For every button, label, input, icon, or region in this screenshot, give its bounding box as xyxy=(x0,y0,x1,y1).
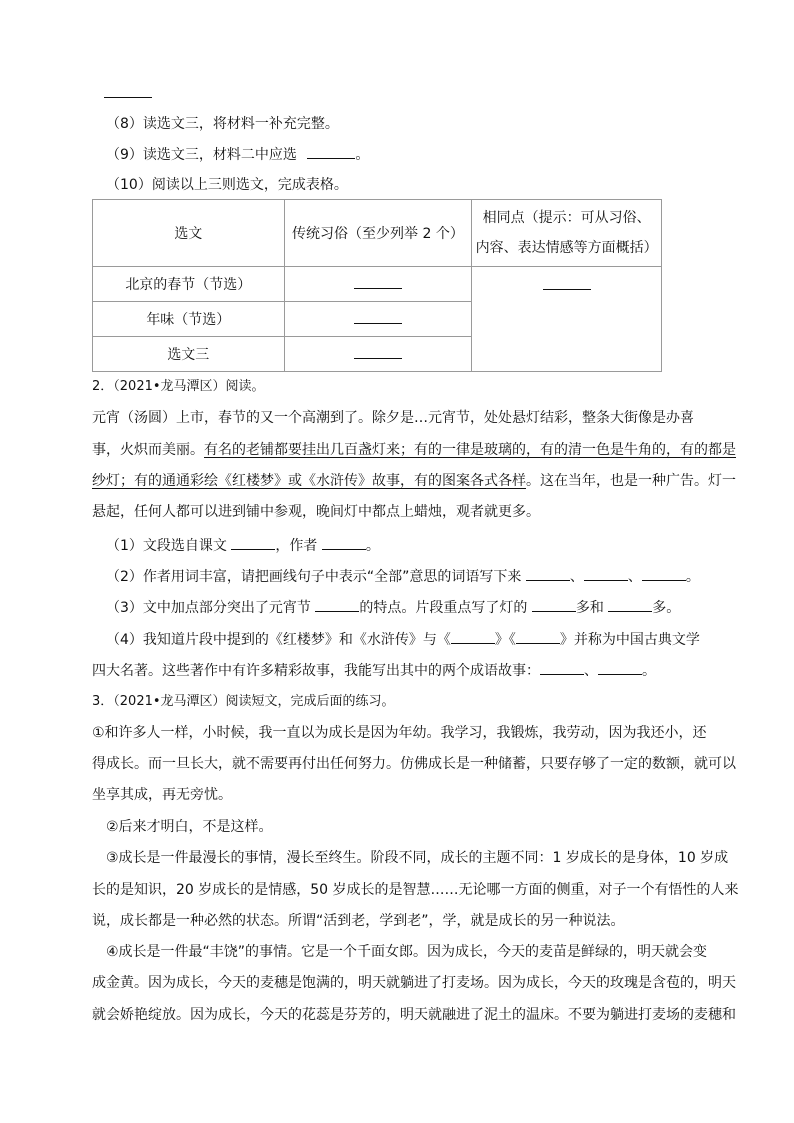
answer-blank[interactable] xyxy=(354,276,402,289)
question-text: 的特点。片段重点写了灯的 xyxy=(359,600,528,616)
answer-blank[interactable] xyxy=(516,629,560,644)
section-2-question-4-continued xyxy=(92,660,656,681)
question-10: （10）阅读以上三则选文，完成表格。 xyxy=(106,177,348,193)
answer-blank[interactable] xyxy=(584,566,628,581)
answer-blank[interactable] xyxy=(642,566,686,581)
section-3-paragraph: ③成长是一件最漫长的事情，漫长至终生。阶段不同，成长的主题不同：1 岁成长的是身体，10 岁成 xyxy=(106,850,729,866)
question-text: 四大名著。这些著作中有许多精彩故事，我能写出其中的两个成语故事： xyxy=(92,663,540,679)
section-2-paragraph: 元宵（汤圆）上市，春节的又一个高潮到了。除夕是…元宵节，处处悬灯结彩，整条大街像是办喜 xyxy=(92,410,694,426)
table-answer-cell xyxy=(284,302,472,337)
section-2-paragraph xyxy=(92,440,736,460)
section-3-paragraph: 说，成长都是一种必然的状态。所谓“活到老，学到老”，学，就是成长的另一种说法。 xyxy=(92,913,625,929)
section-3-paragraph: ①和许多人一样，小时候，我一直以为成长是因为年幼。我学习，我锻炼，我劳动，因为我还小，还 xyxy=(92,725,707,741)
section-2-paragraph: 悬起，任何人都可以进到铺中参观，晚间灯中都点上蜡烛，观者就更多。 xyxy=(92,504,540,520)
underlined-sentence: 有名的老铺都要挂出几百盏灯来；有的一律是玻璃的，有的清一色是牛角的，有的都是 xyxy=(204,442,736,458)
table-answer-cell xyxy=(284,337,472,372)
section-2-question-3 xyxy=(106,597,680,618)
table-row-label: 年味（节选） xyxy=(93,302,285,337)
question-9 xyxy=(106,144,369,165)
section-3-paragraph: 得成长。而一旦长大，就不需要再付出任何努力。仿佛成长是一种储蓄，只要存够了一定的数额，就可以 xyxy=(92,756,736,772)
answer-blank[interactable] xyxy=(315,597,359,612)
question-text: （1）文段选自课文 xyxy=(106,538,227,554)
paragraph-text: 事，火炽而美丽。 xyxy=(92,442,204,458)
table-header-customs: 传统习俗（至少列举 2 个） xyxy=(284,200,472,267)
answer-blank[interactable] xyxy=(543,277,591,290)
table-header-similarities-line2: 内容、表达情感等方面概括） xyxy=(475,240,658,256)
question-text: 。 xyxy=(685,569,700,585)
section-3-paragraph: 坐享其成，再无旁忧。 xyxy=(92,787,232,803)
section-2-heading: 2．（2021•龙马潭区）阅读。 xyxy=(92,379,265,394)
answer-blank[interactable] xyxy=(104,97,152,98)
comparison-table xyxy=(92,199,662,372)
separator: 、 xyxy=(584,663,598,679)
question-9-end: 。 xyxy=(355,147,370,163)
question-text: 》《 xyxy=(494,632,516,648)
answer-blank[interactable] xyxy=(307,144,355,159)
question-text: （2）作者用词丰富，请把画线句子中表示“全部”意思的词语写下来 xyxy=(106,569,522,585)
table-answer-cell xyxy=(472,267,662,372)
section-2-paragraph xyxy=(92,471,736,491)
answer-blank[interactable] xyxy=(608,597,652,612)
table-answer-cell xyxy=(284,267,472,302)
separator: 、 xyxy=(627,569,642,585)
question-text: ，作者 xyxy=(275,538,318,554)
answer-blank[interactable] xyxy=(540,660,584,675)
question-text: 多。 xyxy=(652,600,681,616)
question-text: 多和 xyxy=(575,600,604,616)
separator: 、 xyxy=(569,569,584,585)
answer-blank[interactable] xyxy=(532,597,576,612)
section-2-question-2 xyxy=(106,566,700,587)
answer-blank[interactable] xyxy=(598,660,642,675)
question-9-text: （9）读选文三，材料二中应选 xyxy=(106,147,297,163)
answer-blank[interactable] xyxy=(526,566,570,581)
paragraph-text: 。这在当年，也是一种广告。灯一 xyxy=(526,473,736,489)
question-8: （8）读选文三，将材料一补充完整。 xyxy=(106,116,339,132)
section-3-paragraph: ②后来才明白，不是这样。 xyxy=(106,819,273,835)
question-text: 。 xyxy=(365,538,380,554)
section-3-paragraph: 成金黄。因为成长，今天的麦穗是饱满的，明天就躺进了打麦场。因为成长，今天的玫瑰是含苞的，明天 xyxy=(92,975,736,991)
answer-blank[interactable] xyxy=(354,346,402,359)
section-3-paragraph: ④成长是一件最“丰饶”的事情。它是一个千面女郎。因为成长，今天的麦苗是鲜绿的，明天就会变 xyxy=(106,944,708,960)
underlined-sentence: 纱灯；有的通通彩绘《红楼梦》或《水浒传》故事，有的图案各式各样 xyxy=(92,473,526,489)
question-text: 。 xyxy=(642,663,656,679)
answer-blank[interactable] xyxy=(231,535,275,550)
answer-blank[interactable] xyxy=(451,629,495,644)
table-header-similarities-line1: 相同点（提示：可从习俗、 xyxy=(482,210,651,226)
section-3-paragraph: 就会娇艳绽放。因为成长，今天的花蕊是芬芳的，明天就融进了泥土的温床。不要为躺进打麦场的麦穗和 xyxy=(92,1007,736,1023)
answer-blank[interactable] xyxy=(354,311,402,324)
section-3-paragraph: 长的是知识，20 岁成长的是情感，50 岁成长的是智慧……无论哪一方面的侧重，对子一个有悟性的人来 xyxy=(92,882,739,898)
question-text: （4）我知道片段中提到的《红楼梦》和《水浒传》与《 xyxy=(106,632,451,648)
table-row-label: 选文三 xyxy=(93,337,285,372)
question-text: （3）文中加点部分突出了元宵节 xyxy=(106,600,311,616)
answer-blank[interactable] xyxy=(322,535,366,550)
section-2-question-4 xyxy=(106,629,700,650)
table-header-selection: 选文 xyxy=(93,200,285,267)
table-row-label: 北京的春节（节选） xyxy=(93,267,285,302)
table-header-similarities xyxy=(472,200,662,267)
question-text: 》并称为中国古典文学 xyxy=(559,632,700,648)
section-2-question-1 xyxy=(106,535,380,556)
section-3-heading: 3．（2021•龙马潭区）阅读短文，完成后面的练习。 xyxy=(92,694,395,709)
